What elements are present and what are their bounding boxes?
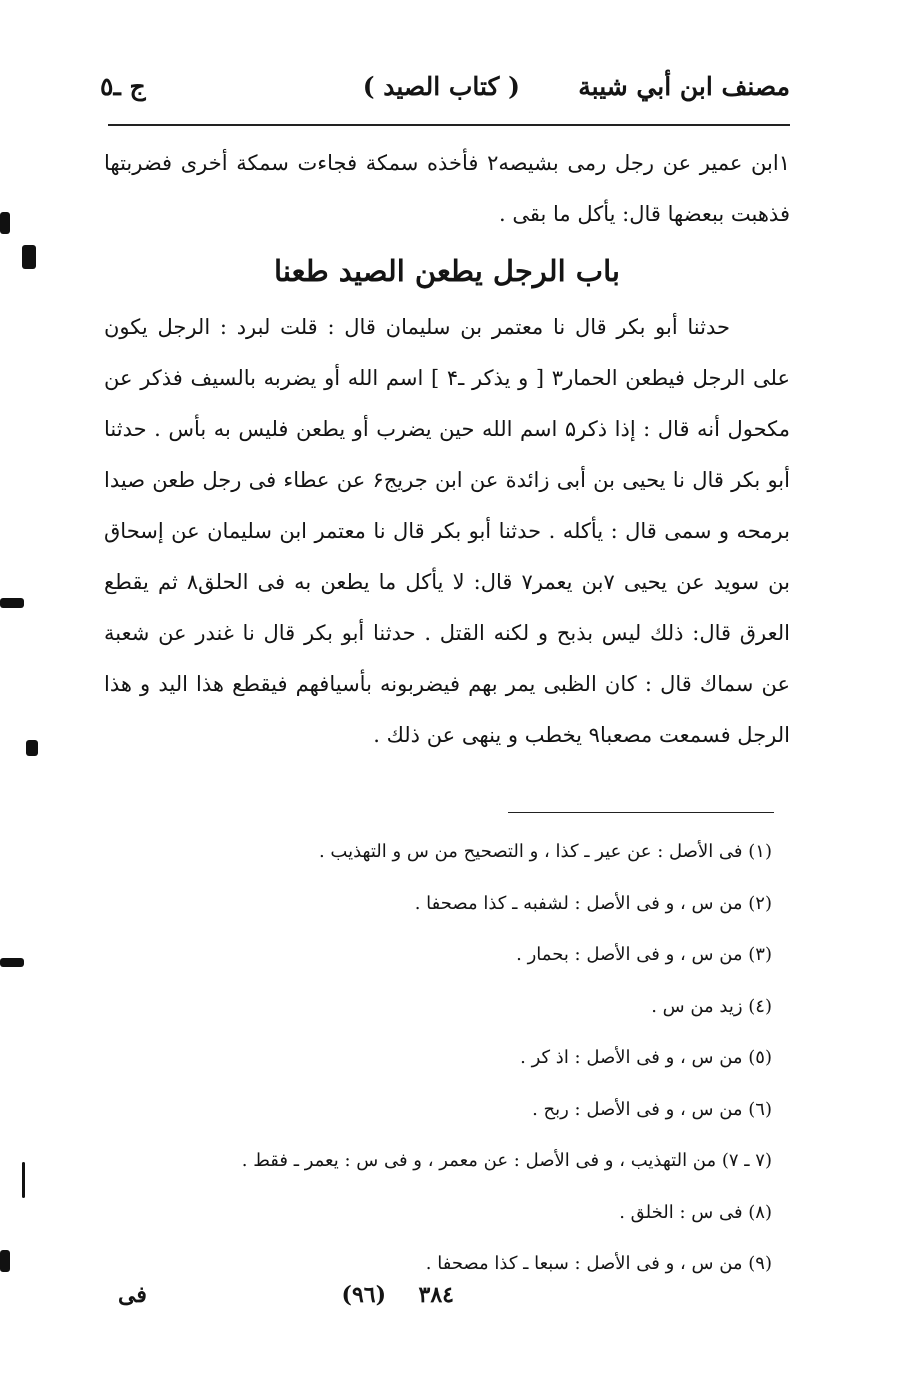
binding-mark <box>0 958 24 967</box>
binding-mark <box>22 1162 25 1198</box>
sheet-number: (٩٦) <box>341 1282 386 1308</box>
book-title: مصنف ابن أبي شيبة <box>578 72 790 101</box>
running-header <box>100 72 790 116</box>
footnote: (٩) من س ، و فى الأصل : سبعا ـ كذا مصحفا . <box>425 1253 772 1274</box>
main-text <box>104 138 790 761</box>
header-rule <box>108 124 790 126</box>
chapter-title: باب الرجل يطعن الصيد طعنا <box>274 254 620 288</box>
binding-mark <box>0 598 24 608</box>
chapter-paragraph: حدثنا أبو بكر قال نا معتمر بن سليمان قال : قلت لبرد : الرجل يكون على الرجل فيطعن الحمار۳ [ و يذكر ـ۴ ] اسم الله أو يضربه بالسيف فذكر عن مكحول أنه قال : إذا ذكر۵ اسم الله حين يضرب أو يطعن فليس به بأس . حدثنا أبو بكر قال نا يحيى بن أبى زائدة عن ابن جريج۶ عن عطاء فى رجل طعن صيدا برمحه و سمى قال : يأكله . حدثنا أبو بكر قال نا معتمر ابن سليمان عن إسحاق بن سويد عن يحيى ۷بن يعمر۷ قال: لا يأكل ما يطعن به فى الحلق۸ ثم يقطع العرق قال: ذلك ليس بذبح و لكنه القتل . حدثنا أبو بكر قال نا غندر عن شعبة عن سماك قال : كان الظبى يمر بهم فيضربونه بأسيافهم فيقطع هذا اليد و هذا الرجل فسمعت مصعبا۹ يخطب و ينهى عن ذلك . <box>104 315 791 747</box>
page-number: ٣٨٤ <box>418 1282 454 1308</box>
page-footer <box>100 1282 790 1318</box>
footnote: (٥) من س ، و فى الأصل : اذ كر . <box>520 1047 772 1068</box>
footnote: (٦) من س ، و فى الأصل : ربح . <box>532 1098 772 1120</box>
footnote-rule <box>508 812 774 813</box>
section-title: ( كتاب الصيد ) <box>362 72 520 101</box>
binding-mark <box>26 740 38 756</box>
binding-mark <box>22 245 36 269</box>
continuation-paragraph: ۱ابن عمير عن رجل رمى بشيصه۲ فأخذه سمكة فجاءت سمكة أخرى فضربتها فذهبت ببعضها قال: يأكل ما بقى . <box>104 151 790 226</box>
footnotes <box>150 826 772 1290</box>
footnote: (٢) من س ، و فى الأصل : لشفبه ـ كذا مصحفا . <box>414 892 772 914</box>
footnote: (٣) من س ، و فى الأصل : بحمار . <box>516 944 772 965</box>
footnote: (١) فى الأصل : عن عير ـ كذا ، و التصحيح من س و التهذيب . <box>318 841 772 862</box>
footnote: (٧ ـ ٧) من التهذيب ، و فى الأصل : عن معمر ، و فى س : يعمر ـ فقط . <box>241 1150 772 1171</box>
footnote: (٨) فى س : الخلق . <box>619 1201 772 1223</box>
footnote: (٤) زيد من س . <box>651 995 772 1017</box>
binding-mark <box>0 212 10 234</box>
volume-label: ج ـ٥ <box>100 72 146 101</box>
catchword: فى <box>118 1282 147 1308</box>
binding-mark <box>0 1250 10 1272</box>
